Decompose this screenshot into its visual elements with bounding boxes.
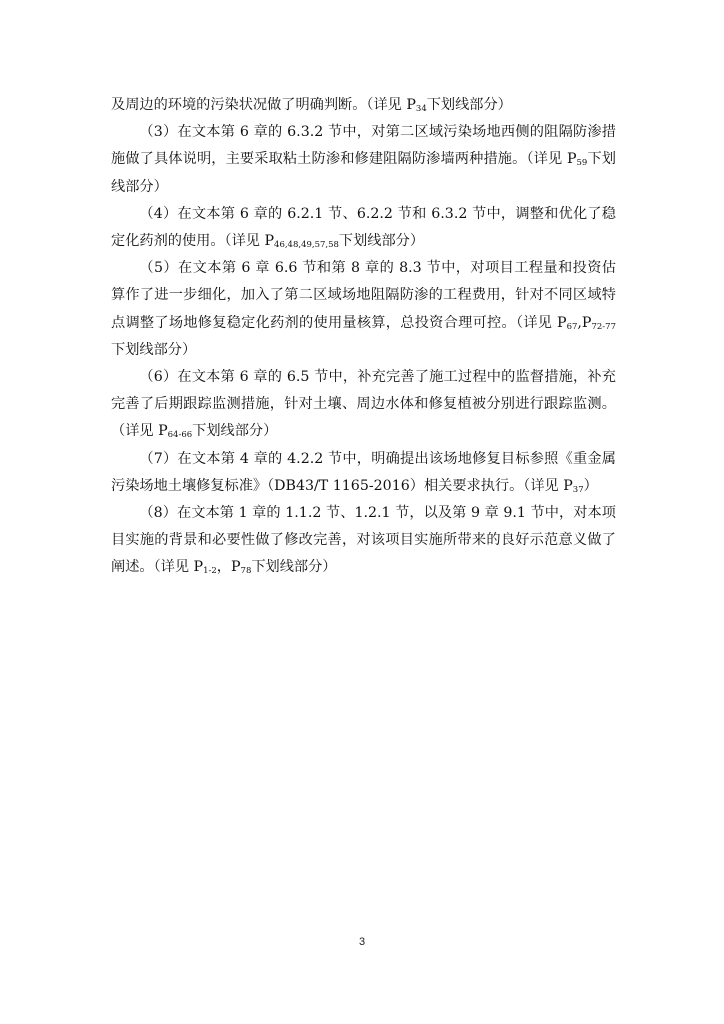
page-ref-subscript: 67 (566, 321, 578, 332)
paragraph-text: 下划线部分） (111, 151, 616, 195)
page-ref-subscript: 34 (415, 104, 427, 114)
paragraph-text: 下划线部分） (111, 341, 197, 358)
paragraph-text: （3）在文本第 6 章的 6.3.2 节中，对第二区域污染场地西侧的阻隔防渗措施做了具体说明，主要采取粘土防渗和修建阻隔防渗墙两种措施。（详见 P (111, 124, 616, 168)
paragraph (111, 92, 616, 119)
page-number: 3 (358, 936, 366, 948)
paragraph-text: 下划线部分） (192, 423, 278, 440)
page-ref-subscript: 46,48,49,57,58 (274, 240, 339, 251)
paragraph-text: ,P (577, 314, 592, 331)
paragraph (111, 255, 616, 364)
paragraph-text: 及周边的环境的污染状况做了明确判断。（详见 P (111, 97, 416, 113)
paragraph-text: （5）在文本第 6 章 6.6 节和第 8 章的 8.3 节中，对项目工程量和投资估算作了进一步细化，加入了第二区域场地阻隔防渗的工程费用，针对不同区域特点调整了场地修复稳定化药剂的使用量核算，总投资合理可控。（详见 P (111, 260, 616, 331)
paragraph (111, 119, 616, 201)
paragraph-text: （4）在文本第 6 章的 6.2.1 节、6.2.2 节和 6.3.2 节中，调整和优化了稳定化药剂的使用。（详见 P (111, 205, 616, 250)
paragraph (111, 364, 616, 446)
paragraph-text: ） (583, 477, 598, 494)
page-ref-subscript: 72-77 (591, 321, 616, 332)
paragraph (111, 500, 616, 582)
document-body (111, 92, 616, 582)
page-ref-subscript: 1-2 (203, 566, 217, 577)
paragraph-text: 下划线部分） (338, 233, 425, 250)
paragraph-text: 下划线部分） (251, 559, 337, 576)
paragraph-text: （8）在文本第 1 章的 1.1.2 节、1.2.1 节，以及第 9 章 9.1 节中，对本项目实施的背景和必要性做了修改完善，对该项目实施所带来的良好示范意义做了阐述。（详见 P (111, 505, 616, 576)
page-ref-subscript: 64-66 (167, 430, 193, 441)
paragraph-text: ，P (216, 559, 241, 576)
paragraph-text: （6）在文本第 6 章的 6.5 节中，补充完善了施工过程中的监督措施，补充完善了后期跟踪监测措施，针对土壤、周边水体和修复植被分别进行跟踪监测。（详见 P (111, 369, 616, 440)
paragraph-text: （7）在文本第 4 章的 4.2.2 节中，明确提出该场地修复目标参照《重金属污染场地土壤修复标准》（DB43/T 1165-2016）相关要求执行。（详见 P (111, 450, 616, 494)
paragraph (111, 201, 616, 255)
page-ref-subscript: 59 (576, 158, 588, 169)
paragraph (111, 446, 616, 500)
paragraph-text: 下划线部分） (426, 97, 512, 113)
page-ref-subscript: 78 (240, 566, 252, 577)
page-ref-subscript: 37 (572, 484, 584, 495)
